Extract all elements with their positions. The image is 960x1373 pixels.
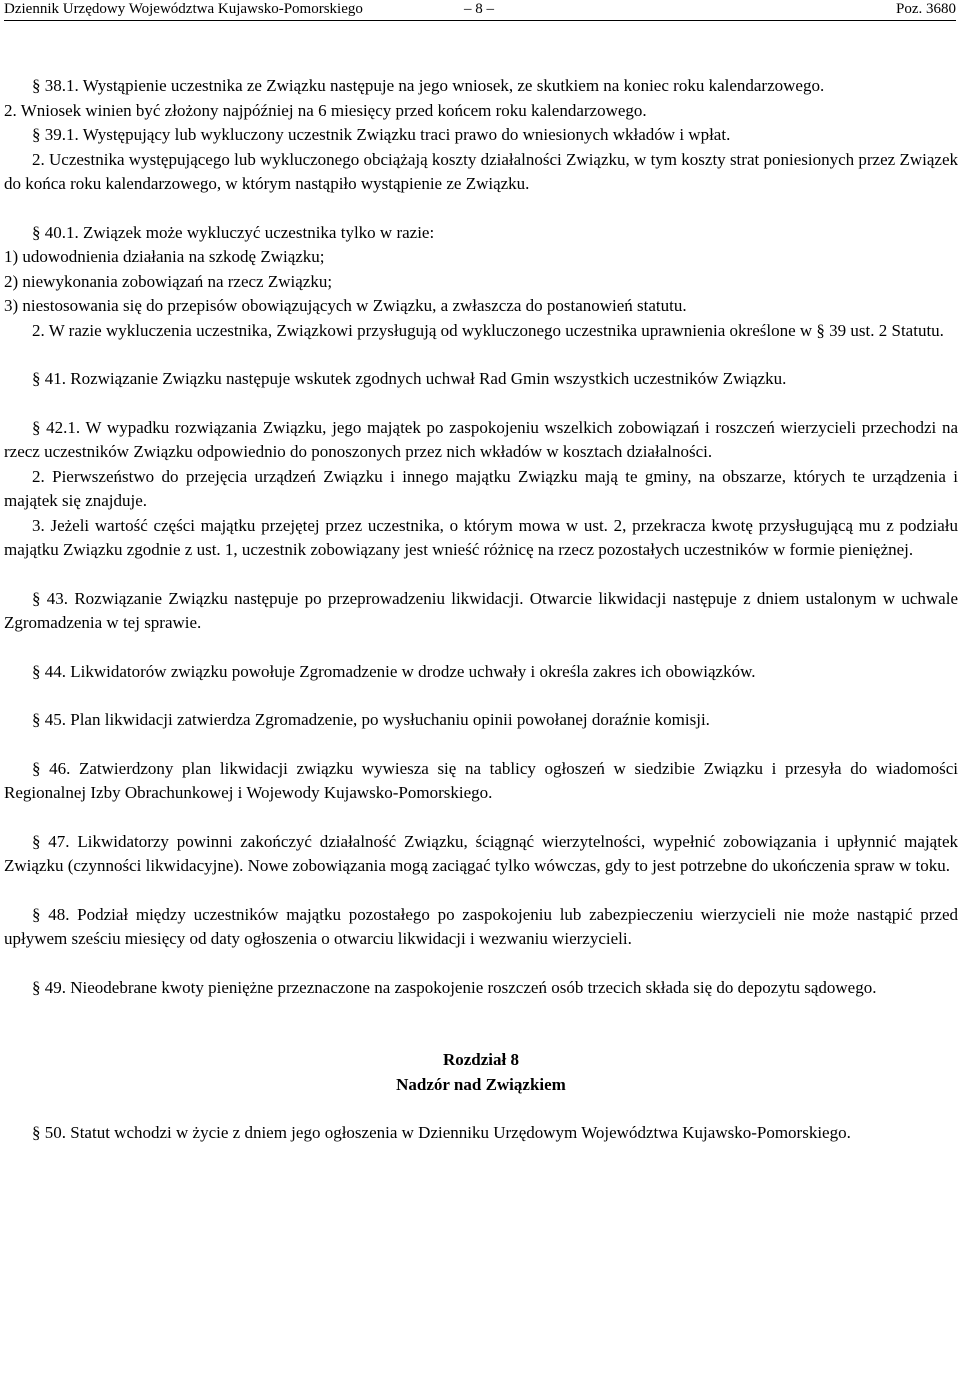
section-39-2: 2. Uczestnika występującego lub wykluczonego obciążają koszty działalności Związku, w tym koszty strat poniesionych przez Związek do końca roku kalendarzowego, w którym nastąpiło wystąpienie ze Związku. [4,149,958,193]
section-43: § 43. Rozwiązanie Związku następuje po przeprowadzeniu likwidacji. Otwarcie likwidacji następuje z dniem ustalonym w uchwale Zgromadzenia w tej sprawie. [4,588,958,632]
section-46: § 46. Zatwierdzony plan likwidacji związku wywiesza się na tablicy ogłoszeń w siedzibie Związku i przesyła do wiadomości Regionalnej Izby Obrachunkowej i Wojewody Kujawsko-Pomorskiego. [4,758,958,802]
page-number: – 8 – [464,1,494,17]
position-number: Poz. 3680 [896,1,956,17]
section-44: § 44. Likwidatorów związku powołuje Zgromadzenie w drodze uchwały i określa zakres ich obowiązków. [32,661,756,681]
section-41: § 41. Rozwiązanie Związku następuje wskutek zgodnych uchwał Rad Gmin wszystkich uczestników Związku. [32,369,787,388]
section-42-3: 3. Jeżeli wartość części majątku przejętej przez uczestnika, o którym mowa w ust. 2, przekracza kwotę przysługującą mu z podziału majątku Związku zgodnie z ust. 1, uczestnik zobowiązany jest wnieść różnicę na rzecz pozostałych uczestników w formie pieniężnej. [4,515,958,559]
section-38-2: 2. Wniosek winien być złożony najpóźniej na 6 miesięcy przed końcem roku kalendarzowego. [4,100,647,120]
section-40-2: 2. W razie wykluczenia uczestnika, Związkowi przysługują od wykluczonego uczestnika uprawnienia określone w § 39 ust. 2 Statutu. [32,320,944,340]
section-48: § 48. Podział między uczestników majątku pozostałego po zaspokojeniu lub zabezpieczeniu wierzycieli nie może nastąpić przed upływem sześciu miesięcy od daty ogłoszenia o otwarciu likwidacji i wezwaniu wierzycieli. [4,904,958,948]
section-38-1: § 38.1. Wystąpienie uczestnika ze Związku następuje na jego wniosek, ze skutkiem na koniec roku kalendarzowego. [32,76,825,95]
section-40-1-item-3: 3) niestosowania się do przepisów obowiązujących w Związku, a zwłaszcza do postanowień statutu. [4,296,687,315]
section-49: § 49. Nieodebrane kwoty pieniężne przeznaczone na zaspokojenie roszczeń osób trzecich składa się do depozytu sądowego. [32,977,877,997]
section-40-1-item-1: 1) udowodnienia działania na szkodę Związku; [4,247,325,266]
section-42-1: § 42.1. W wypadku rozwiązania Związku, jego majątek po zaspokojeniu wszelkich zobowiązań i roszczeń wierzycieli przechodzi na rzecz uczestników Związku odpowiednio do ponoszonych przez nich wkładów w kosztach działalności. [4,417,958,461]
section-47: § 47. Likwidatorzy powinni zakończyć działalność Związku, ściągnąć wierzytelności, wypełnić zobowiązania i upłynnić majątek Związku (czynności likwidacyjne). Nowe zobowiązania mogą zaciągać tylko wówczas, gdy to jest potrzebne do ukończenia spraw w toku. [4,831,958,875]
section-40-1: § 40.1. Związek może wykluczyć uczestnika tylko w razie: [32,222,435,242]
document-body [4,74,958,1146]
section-50: § 50. Statut wchodzi w życie z dniem jego ogłoszenia w Dzienniku Urzędowym Województwa Kujawsko-Pomorskiego. [32,1123,851,1142]
page-header [4,0,956,21]
journal-title: Dziennik Urzędowy Województwa Kujawsko-Pomorskiego [4,1,363,17]
section-45: § 45. Plan likwidacji zatwierdza Zgromadzenie, po wysłuchaniu opinii powołanej doraźnie komisji. [32,710,710,729]
section-40-1-item-2: 2) niewykonania zobowiązań na rzecz Związku; [4,271,333,291]
chapter-title: Nadzór nad Związkiem [396,1074,566,1094]
section-39-1: § 39.1. Występujący lub wykluczony uczestnik Związku traci prawo do wniesionych wkładów i wpłat. [32,125,731,144]
chapter-number: Rozdział 8 [442,1050,520,1069]
section-42-2: 2. Pierwszeństwo do przejęcia urządzeń Związku i innego majątku Związku mają te gminy, na obszarze, których te urządzenia i majątek się znajduje. [4,466,958,510]
